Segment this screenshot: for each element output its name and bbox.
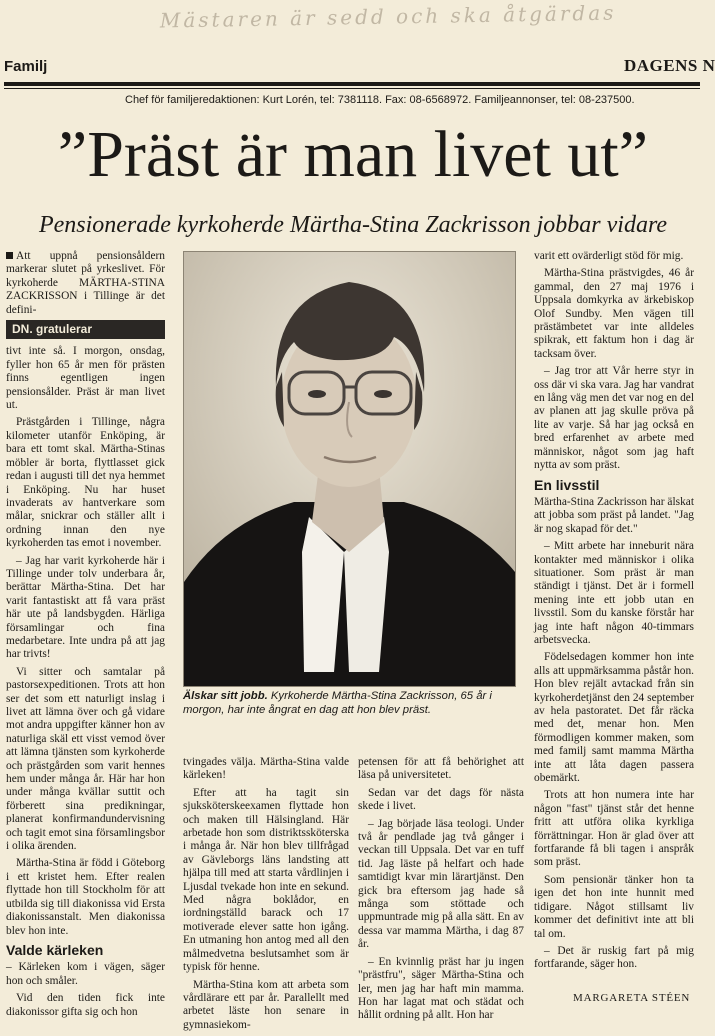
paragraph: – Kärleken kom i vägen, säger hon och småler. <box>6 961 165 987</box>
section-label: Familj <box>4 58 48 75</box>
paragraph: Efter att ha tagit sin sjuksköterskeexamen flyttade hon och maken till Hälsingland. Här arbetade hon som distriktssköterska i många år. När hon blev tillfrågad av Gävleborgs läns landsting att hjälpa till med att starta vårdlinjen i Ljusdal tvekade hon inte en sekund. Med några boklådor, en iordningställd barack och 17 motiverade elever satte hon igång. En utmaning hon antog med all den målmedvetna beslutsamhet som är typisk för henne. <box>183 786 349 974</box>
paragraph: Sedan var det dags för nästa skede i livet. <box>358 786 524 813</box>
paragraph: – Jag började läsa teologi. Under två år pendlade jag två gånger i veckan till Uppsala. Det var en tuff tid. Jag läste på helfart och hade samtidigt kvar min lärartjänst. Den gick bra eftersom jag hade så många som stöttade och uppmuntrade mig på alla sätt. En av dessa var mamma Märtha, i dag 87 år. <box>358 817 524 951</box>
header-rule-thin <box>4 88 700 89</box>
congratulations-badge: DN. gratulerar <box>6 320 165 339</box>
lead-text: Att uppnå pensionsåldern markerar slutet på yrkeslivet. För kyrkoherde MÄRTHA-STINA ZACKRISSON i Tillinge är det defini- <box>6 250 165 316</box>
paragraph: Märtha-Stina Zackrisson har älskat att jobba som präst på landet. "Jag är nog skapad för det." <box>534 495 694 535</box>
paragraph: – Mitt arbete har inneburit nära kontakter med människor i olika situationer. Som präst är man ständigt i tjänst. Det är i formell mening inte ett jobb utan en livsstil. Som du kanske förstår har jag inte haft någon 40-timmars arbetsvecka. <box>534 540 694 646</box>
paragraph: Märtha-Stina prästvigdes, 46 år gammal, den 27 maj 1976 i Uppsala domkyrka av ärkebiskop Olof Sundby. Men vägen till prästämbetet var inte alldeles spikrak, ett faktum hon i dag är tacksam över. <box>534 267 694 360</box>
handwritten-note: Mästaren är sedd och ska åtgärdas <box>159 0 617 33</box>
portrait-photo <box>183 251 516 687</box>
paragraph: tvingades välja. Märtha-Stina valde kärleken! <box>183 756 349 782</box>
column-4 <box>534 250 694 976</box>
column-3 <box>358 756 524 1027</box>
column-1 <box>6 250 165 1023</box>
subheadline: Pensionerade kyrkoherde Märtha-Stina Zackrisson jobbar vidare <box>38 212 668 238</box>
paragraph: Som pensionär tänker hon ta igen det hon inte hunnit med tidigare. Något stillsamt liv kommer det definitivt inte att bli tal om. <box>534 873 694 940</box>
column-2 <box>183 756 349 1036</box>
paragraph: Prästgården i Tillinge, några kilometer utanför Enköping, är bara ett tomt skal. Märtha-Stinas möbler är borta, flyttlasset gick redan i augusti till det nya hemmet i Enköping. Nu har huset invaderats av hantverkare som målar, snickrar och ställer allt i ordning innan den nye kyrkoherden tas emot i november. <box>6 416 165 550</box>
contact-line: Chef för familjeredaktionen: Kurt Lorén, tel: 7381118. Fax: 08-6568972. Familjeannonser, tel: 08-237500. <box>125 94 635 106</box>
portrait-image <box>184 252 515 686</box>
paragraph: – Jag tror att Vår herre styr in oss där vi ska vara. Jag har vandrat en lång väg men det var nog en del av planen att jag skulle pröva på lite av varje. Så har jag också en bred erfarenhet av arbete med människor, något som jag haft nytta av som präst. <box>534 365 694 472</box>
paragraph: – Det är ruskig fart på mig fortfarande, säger hon. <box>534 944 694 971</box>
paragraph: Födelsedagen kommer hon inte alls att uppmärksamma påstår hon. Hon blev rejält avtackad från sin kyrkoherdetjänst den 24 september av hela pastoratet. Det får räcka med det, menar hon. Men förmodligen kommer maken, som med familj samt mamma Märtha inte att låta dagen passera obemärkt. <box>534 651 694 785</box>
header-rule <box>4 82 700 86</box>
byline: MARGARETA STÉEN <box>573 992 691 1004</box>
paragraph: Vi sitter och samtalar på pastorsexpeditionen. Trots att hon ser det som ett naturligt inslag i livet att lämna över och gå vidare mot andra uppgifter känner hon av naturliga skäl ett visst vemod över att lämna tjänsten som kyrkoherde och prästgården som varit hennes hem under många år. Här har hon under många kvällar suttit och förberett sina predikningar, planerat konfirmandundervisning och tagit emot sina församlingsbor i olika ärenden. <box>6 665 165 853</box>
photo-caption <box>183 689 523 717</box>
newspaper-name: DAGENS N <box>624 56 715 75</box>
paragraph: – Jag har varit kyrkoherde här i Tillinge under tolv underbara år, berättar Märtha-Stina. Det har varit fantastiskt att få vara präst här ute på landsbygden. Härliga församlingar och fina medarbetare. Inte undra på att jag har trivts! <box>6 554 165 661</box>
subheading: Valde kärleken <box>6 941 104 958</box>
paragraph: Trots att hon numera inte har någon "fast" tjänst står det henne fritt att utföra olika kyrkliga förrättningar. Hon är glad över att fortfarande få bli tagen i anspråk som präst. <box>534 789 694 869</box>
paragraph: – En kvinnlig präst har ju ingen "prästfru", säger Märtha-Stina och ler, men jag har haft min mamma. Hon har lagat mat och städat och hållit ordning på allt. Hon har <box>358 955 524 1022</box>
paragraph: varit ett ovärderligt stöd för mig. <box>534 250 684 262</box>
bullet-square-icon <box>6 252 13 259</box>
lead-paragraph <box>6 250 165 317</box>
headline: ”Präst är man livet ut” <box>57 118 649 191</box>
paragraph: petensen för att få behörighet att läsa på universitetet. <box>358 756 524 782</box>
caption-lead: Älskar sitt jobb. <box>183 690 268 702</box>
paragraph: Märtha-Stina är född i Göteborg i ett kristet hem. Efter realen flyttade hon till Stockholm för att utbilda sig till diakonissa vid Ersta diakonissanstalt. Men diakonissa blev hon inte. <box>6 857 165 937</box>
paragraph: Vid den tiden fick inte diakonissor gifta sig och hon <box>6 992 165 1018</box>
paragraph: tivt inte så. I morgon, onsdag, fyller hon 65 år men för prästen finns egentligen ingen pensionsålder. Präst är man livet ut. <box>6 345 165 412</box>
paragraph: Märtha-Stina kom att arbeta som vårdlärare ett par år. Parallellt med arbetet läste hon senare in gymnasiekom- <box>183 978 349 1031</box>
subheading: En livsstil <box>534 476 600 493</box>
caption-text: Kyrkoherde Märtha-Stina Zackrisson, 65 år i morgon, har inte ångrat en dag att hon blev präst. <box>183 690 492 716</box>
